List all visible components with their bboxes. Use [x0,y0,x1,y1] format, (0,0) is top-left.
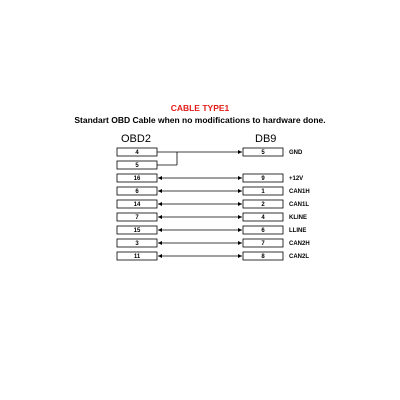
obd2-pin-label: 3 [135,241,139,248]
obd2-header: OBD2 [121,133,151,145]
obd2-pin-label: 5 [135,163,139,170]
obd2-pin-label: 4 [135,150,139,157]
db9-pin-label: 7 [261,241,265,248]
signal-label: CAN1L [289,202,310,209]
db9-pin-label: 5 [261,150,265,157]
db9-pin-label: 2 [261,202,265,209]
db9-header: DB9 [255,133,277,145]
obd2-pin-label: 7 [135,215,139,222]
db9-pin-label: 6 [261,228,265,235]
signal-label: KLINE [289,215,307,222]
obd2-pin-label: 15 [133,228,141,235]
signal-label: CAN2L [289,254,310,261]
obd2-pin-label: 11 [133,254,141,261]
diagram-title: CABLE TYPE1 [170,103,230,113]
db9-pin-label: 8 [261,254,265,261]
obd2-pin-label: 14 [133,202,141,209]
diagram-subtitle: Standart OBD Cable when no modifications to hardware done. [74,115,326,125]
signal-label: GND [289,150,303,157]
signal-label: +12V [289,176,304,183]
db9-pin-label: 4 [261,215,265,222]
obd2-pin-label: 16 [133,176,141,183]
db9-pin-label: 1 [261,189,265,196]
signal-label: CAN2H [289,241,310,248]
db9-pin-label: 9 [261,176,265,183]
signal-label: CAN1H [289,189,310,196]
obd2-pin-label: 6 [135,189,139,196]
signal-label: LLINE [289,228,307,235]
